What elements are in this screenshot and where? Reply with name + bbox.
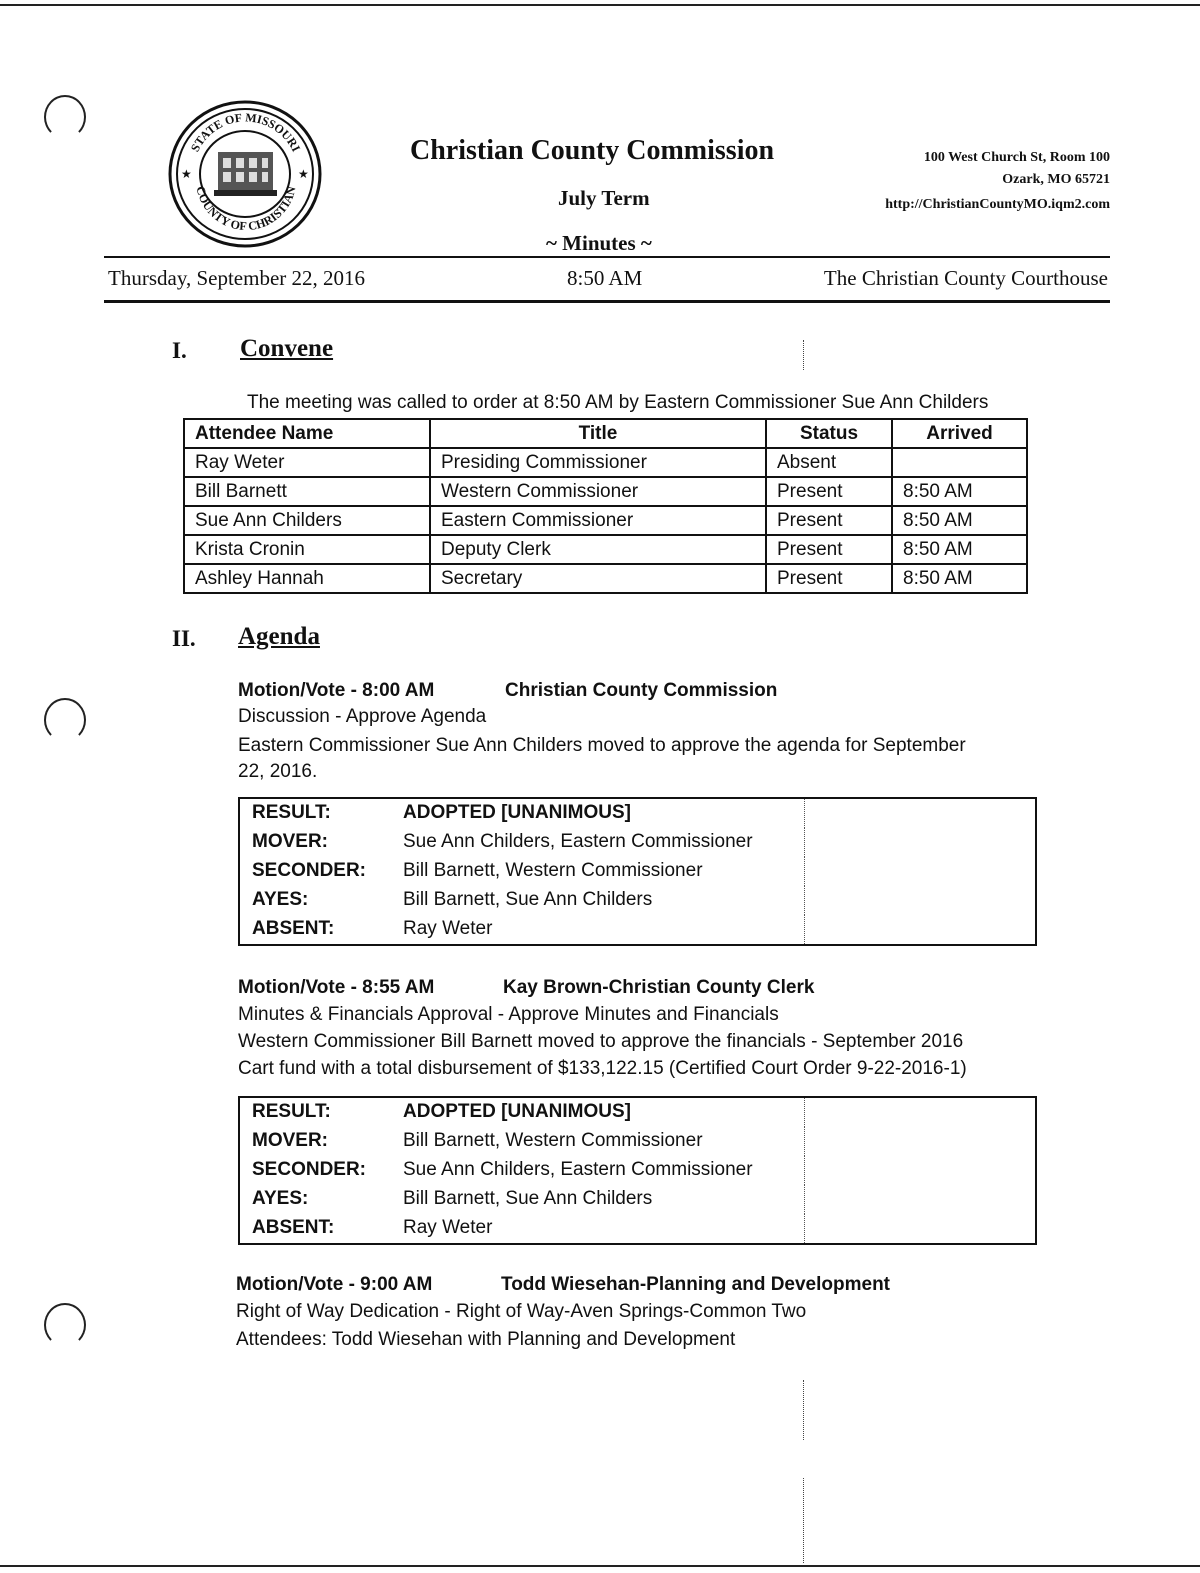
vote-label: AYES: <box>252 1188 309 1209</box>
attendee-arrived <box>892 448 1027 477</box>
vote-row <box>240 857 1035 886</box>
header-divider <box>104 256 1110 258</box>
meeting-location: The Christian County Courthouse <box>823 266 1108 290</box>
motion-text: Cart fund with a total disbursement of $133,122.15 (Certified Court Order 9-22-2016-1) <box>238 1058 967 1079</box>
table-row <box>184 506 1027 535</box>
vote-value: Sue Ann Childers, Eastern Commissioner <box>403 1159 753 1180</box>
vote-label: AYES: <box>252 889 309 910</box>
page-bottom-border <box>0 1565 1200 1567</box>
vote-result-box <box>238 1096 1037 1245</box>
vote-row <box>240 1214 1035 1243</box>
table-row <box>184 477 1027 506</box>
vote-row <box>240 1185 1035 1214</box>
address-line-2: Ozark, MO 65721 <box>1002 172 1110 187</box>
motion-time: Motion/Vote - 8:00 AM <box>238 680 435 701</box>
vote-row <box>240 1156 1035 1185</box>
vote-row <box>240 828 1035 857</box>
table-header-row <box>184 419 1027 448</box>
convene-intro-text: The meeting was called to order at 8:50 AM by Eastern Commissioner Sue Ann Childers <box>247 392 989 413</box>
vote-row <box>240 886 1035 915</box>
attendee-status: Absent <box>766 448 892 477</box>
motion-text: 22, 2016. <box>238 761 318 782</box>
column-header-name: Attendee Name <box>184 419 430 448</box>
vote-label: ABSENT: <box>252 918 335 939</box>
attendee-status: Present <box>766 477 892 506</box>
column-header-title: Title <box>430 419 766 448</box>
attendee-table <box>183 418 1028 594</box>
vote-value: Ray Weter <box>403 1217 493 1238</box>
vote-label: RESULT: <box>252 802 331 823</box>
attendee-name: Sue Ann Childers <box>184 506 430 535</box>
vote-label: ABSENT: <box>252 1217 335 1238</box>
table-row <box>184 535 1027 564</box>
scan-artifact <box>803 1478 805 1563</box>
table-row <box>184 564 1027 593</box>
motion-discussion: Discussion - Approve Agenda <box>238 706 487 727</box>
county-seal-logo <box>168 100 323 248</box>
vote-value: Bill Barnett, Sue Ann Childers <box>403 889 653 910</box>
svg-text:STATE OF MISSOURI: STATE OF MISSOURI <box>187 110 304 154</box>
motion-text: Western Commissioner Bill Barnett moved to approve the financials - September 2016 <box>238 1031 964 1052</box>
motion-presenter: Kay Brown-Christian County Clerk <box>503 977 815 998</box>
vote-label: SECONDER: <box>252 1159 367 1180</box>
vote-label: MOVER: <box>252 831 328 852</box>
vote-result-box <box>238 797 1037 946</box>
attendee-title: Presiding Commissioner <box>430 448 766 477</box>
attendee-title: Eastern Commissioner <box>430 506 766 535</box>
motion-discussion: Minutes & Financials Approval - Approve Minutes and Financials <box>238 1004 779 1025</box>
vote-row <box>240 1098 1035 1127</box>
attendee-status: Present <box>766 506 892 535</box>
meeting-date: Thursday, September 22, 2016 <box>108 266 366 290</box>
vote-value: Sue Ann Childers, Eastern Commissioner <box>403 831 753 852</box>
vote-row <box>240 799 1035 828</box>
minutes-label: ~ Minutes ~ <box>546 231 652 255</box>
motion-time: Motion/Vote - 8:55 AM <box>238 977 435 998</box>
section-heading-agenda: Agenda <box>238 623 320 650</box>
attendee-name: Krista Cronin <box>184 535 430 564</box>
binder-hole-mark <box>44 1303 86 1347</box>
attendee-name: Ray Weter <box>184 448 430 477</box>
attendee-status: Present <box>766 564 892 593</box>
vote-value: Bill Barnett, Sue Ann Childers <box>403 1188 653 1209</box>
term-label: July Term <box>558 186 650 210</box>
vote-label: SECONDER: <box>252 860 367 881</box>
attendee-arrived: 8:50 AM <box>892 535 1027 564</box>
svg-text:★: ★ <box>181 167 192 181</box>
scan-artifact <box>803 1380 805 1440</box>
motion-text: Attendees: Todd Wiesehan with Planning and Development <box>236 1329 736 1350</box>
motion-text: Eastern Commissioner Sue Ann Childers moved to approve the agenda for September <box>238 735 966 756</box>
section-number: I. <box>172 338 187 363</box>
address-line-1: 100 West Church St, Room 100 <box>923 150 1110 165</box>
attendee-title: Deputy Clerk <box>430 535 766 564</box>
motion-presenter: Todd Wiesehan-Planning and Development <box>501 1274 891 1295</box>
attendee-title: Secretary <box>430 564 766 593</box>
motion-time: Motion/Vote - 9:00 AM <box>236 1274 433 1295</box>
attendee-status: Present <box>766 535 892 564</box>
page-title: Christian County Commission <box>410 135 775 166</box>
section-number: II. <box>172 626 196 651</box>
scan-artifact <box>803 340 805 370</box>
binder-hole-mark <box>44 95 86 139</box>
attendee-name: Bill Barnett <box>184 477 430 506</box>
vote-row <box>240 1127 1035 1156</box>
attendee-arrived: 8:50 AM <box>892 564 1027 593</box>
page-top-border <box>0 4 1200 6</box>
motion-discussion: Right of Way Dedication - Right of Way-Aven Springs-Common Two <box>236 1301 807 1322</box>
vote-row <box>240 915 1035 944</box>
meeting-time: 8:50 AM <box>567 266 643 290</box>
attendee-name: Ashley Hannah <box>184 564 430 593</box>
vote-value: ADOPTED [UNANIMOUS] <box>403 802 631 823</box>
vote-value: Bill Barnett, Western Commissioner <box>403 1130 703 1151</box>
svg-text:★: ★ <box>298 167 309 181</box>
attendee-title: Western Commissioner <box>430 477 766 506</box>
header-divider <box>104 300 1110 303</box>
section-heading-convene: Convene <box>240 335 334 362</box>
attendee-arrived: 8:50 AM <box>892 506 1027 535</box>
vote-value: Ray Weter <box>403 918 493 939</box>
vote-value: ADOPTED [UNANIMOUS] <box>403 1101 631 1122</box>
binder-hole-mark <box>44 698 86 742</box>
attendee-arrived: 8:50 AM <box>892 477 1027 506</box>
vote-label: RESULT: <box>252 1101 331 1122</box>
motion-presenter: Christian County Commission <box>505 680 778 701</box>
column-header-status: Status <box>766 419 892 448</box>
website-link[interactable]: http://ChristianCountyMO.iqm2.com <box>885 197 1110 212</box>
table-row <box>184 448 1027 477</box>
vote-label: MOVER: <box>252 1130 328 1151</box>
column-header-arrived: Arrived <box>892 419 1027 448</box>
svg-text:COUNTY OF CHRISTIAN: COUNTY OF CHRISTIAN <box>193 184 299 234</box>
vote-value: Bill Barnett, Western Commissioner <box>403 860 703 881</box>
